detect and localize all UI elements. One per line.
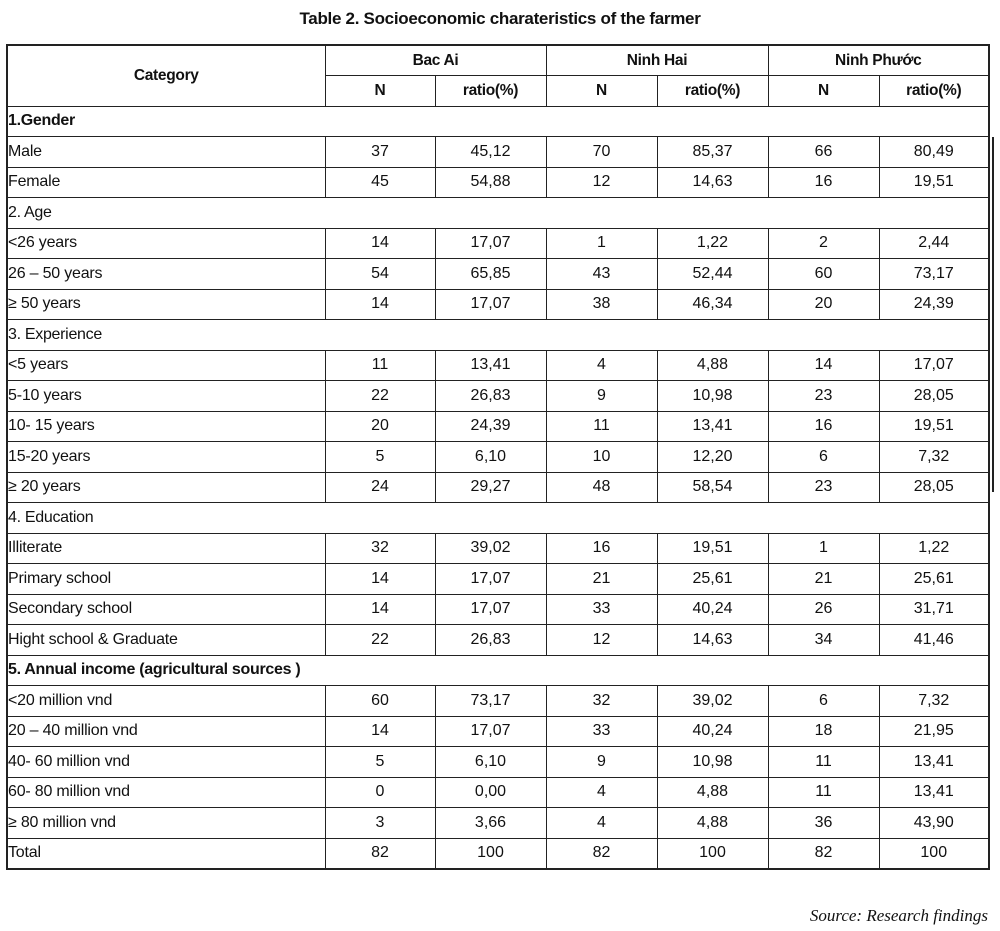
ratio-cell: 13,41	[657, 411, 768, 442]
ratio-cell: 19,51	[879, 167, 989, 198]
section-title: 5. Annual income (agricultural sources )	[7, 655, 989, 686]
table-row	[7, 472, 989, 503]
count-cell: 32	[546, 686, 657, 717]
table-row	[7, 167, 989, 198]
section-row	[7, 106, 989, 137]
count-cell: 12	[546, 625, 657, 656]
table-row	[7, 259, 989, 290]
count-cell: 23	[768, 472, 879, 503]
count-cell: 14	[768, 350, 879, 381]
ratio-cell: 17,07	[435, 716, 546, 747]
count-cell: 11	[768, 747, 879, 778]
table-row	[7, 289, 989, 320]
count-cell: 14	[325, 716, 435, 747]
count-cell: 11	[325, 350, 435, 381]
count-cell: 23	[768, 381, 879, 412]
ratio-cell: 45,12	[435, 137, 546, 168]
count-cell: 66	[768, 137, 879, 168]
ratio-header: ratio(%)	[657, 76, 768, 107]
ratio-cell: 2,44	[879, 228, 989, 259]
row-label: <20 million vnd	[7, 686, 325, 717]
row-label: Primary school	[7, 564, 325, 595]
ratio-cell: 28,05	[879, 472, 989, 503]
table-row	[7, 808, 989, 839]
ratio-header: ratio(%)	[879, 76, 989, 107]
row-label: Hight school & Graduate	[7, 625, 325, 656]
source-note: Source: Research findings	[809, 906, 988, 925]
ratio-cell: 4,88	[657, 350, 768, 381]
ratio-cell: 25,61	[879, 564, 989, 595]
row-label: <5 years	[7, 350, 325, 381]
ratio-cell: 1,22	[879, 533, 989, 564]
table-row	[7, 564, 989, 595]
count-cell: 1	[546, 228, 657, 259]
count-cell: 36	[768, 808, 879, 839]
count-cell: 0	[325, 777, 435, 808]
count-cell: 18	[768, 716, 879, 747]
category-header: Category	[7, 45, 325, 106]
count-cell: 60	[325, 686, 435, 717]
n-header: N	[546, 76, 657, 107]
count-cell: 6	[768, 442, 879, 473]
ratio-cell: 41,46	[879, 625, 989, 656]
count-cell: 1	[768, 533, 879, 564]
ratio-cell: 52,44	[657, 259, 768, 290]
count-cell: 10	[546, 442, 657, 473]
ratio-cell: 0,00	[435, 777, 546, 808]
row-label: Secondary school	[7, 594, 325, 625]
scan-edge-line	[992, 137, 994, 492]
count-cell: 14	[325, 289, 435, 320]
count-cell: 48	[546, 472, 657, 503]
ratio-header: ratio(%)	[435, 76, 546, 107]
row-label: Female	[7, 167, 325, 198]
count-cell: 14	[325, 594, 435, 625]
total-count-cell: 82	[768, 838, 879, 869]
region-header-ninh-phuoc: Ninh Phước	[768, 45, 989, 76]
count-cell: 14	[325, 564, 435, 595]
ratio-cell: 85,37	[657, 137, 768, 168]
section-row	[7, 503, 989, 534]
ratio-cell: 17,07	[879, 350, 989, 381]
ratio-cell: 43,90	[879, 808, 989, 839]
row-label: ≥ 20 years	[7, 472, 325, 503]
count-cell: 5	[325, 442, 435, 473]
ratio-cell: 17,07	[435, 594, 546, 625]
table-header	[7, 45, 989, 106]
section-title: 4. Education	[7, 503, 989, 534]
ratio-cell: 7,32	[879, 442, 989, 473]
ratio-cell: 24,39	[435, 411, 546, 442]
row-label: 15-20 years	[7, 442, 325, 473]
table-row	[7, 625, 989, 656]
table-row	[7, 594, 989, 625]
ratio-cell: 1,22	[657, 228, 768, 259]
count-cell: 3	[325, 808, 435, 839]
count-cell: 37	[325, 137, 435, 168]
ratio-cell: 19,51	[657, 533, 768, 564]
count-cell: 11	[768, 777, 879, 808]
ratio-cell: 14,63	[657, 625, 768, 656]
ratio-cell: 39,02	[657, 686, 768, 717]
ratio-cell: 7,32	[879, 686, 989, 717]
count-cell: 20	[768, 289, 879, 320]
ratio-cell: 46,34	[657, 289, 768, 320]
ratio-cell: 58,54	[657, 472, 768, 503]
count-cell: 20	[325, 411, 435, 442]
ratio-cell: 6,10	[435, 747, 546, 778]
table-row	[7, 533, 989, 564]
count-cell: 2	[768, 228, 879, 259]
count-cell: 16	[546, 533, 657, 564]
section-title: 3. Experience	[7, 320, 989, 351]
table-row	[7, 381, 989, 412]
socioeconomic-table	[6, 44, 990, 870]
count-cell: 43	[546, 259, 657, 290]
table-row	[7, 350, 989, 381]
region-header-ninh-hai: Ninh Hai	[546, 45, 768, 76]
ratio-cell: 39,02	[435, 533, 546, 564]
count-cell: 34	[768, 625, 879, 656]
ratio-cell: 29,27	[435, 472, 546, 503]
count-cell: 33	[546, 716, 657, 747]
ratio-cell: 80,49	[879, 137, 989, 168]
row-label: <26 years	[7, 228, 325, 259]
ratio-cell: 28,05	[879, 381, 989, 412]
ratio-cell: 13,41	[879, 747, 989, 778]
total-row	[7, 838, 989, 869]
count-cell: 22	[325, 625, 435, 656]
count-cell: 4	[546, 808, 657, 839]
ratio-cell: 17,07	[435, 289, 546, 320]
table-row	[7, 747, 989, 778]
count-cell: 54	[325, 259, 435, 290]
n-header: N	[325, 76, 435, 107]
ratio-cell: 6,10	[435, 442, 546, 473]
n-header: N	[768, 76, 879, 107]
ratio-cell: 10,98	[657, 381, 768, 412]
count-cell: 16	[768, 411, 879, 442]
ratio-cell: 40,24	[657, 594, 768, 625]
ratio-cell: 21,95	[879, 716, 989, 747]
count-cell: 12	[546, 167, 657, 198]
ratio-cell: 26,83	[435, 381, 546, 412]
ratio-cell: 73,17	[435, 686, 546, 717]
row-label: 40- 60 million vnd	[7, 747, 325, 778]
table-body	[7, 106, 989, 869]
count-cell: 21	[768, 564, 879, 595]
ratio-cell: 12,20	[657, 442, 768, 473]
count-cell: 16	[768, 167, 879, 198]
row-label: 10- 15 years	[7, 411, 325, 442]
count-cell: 14	[325, 228, 435, 259]
row-label: 5-10 years	[7, 381, 325, 412]
table-row	[7, 228, 989, 259]
total-label: Total	[7, 838, 325, 869]
row-label: Male	[7, 137, 325, 168]
row-label: 60- 80 million vnd	[7, 777, 325, 808]
count-cell: 24	[325, 472, 435, 503]
ratio-cell: 10,98	[657, 747, 768, 778]
count-cell: 4	[546, 777, 657, 808]
total-ratio-cell: 100	[879, 838, 989, 869]
table-row	[7, 137, 989, 168]
count-cell: 70	[546, 137, 657, 168]
ratio-cell: 54,88	[435, 167, 546, 198]
table-row	[7, 716, 989, 747]
table-row	[7, 686, 989, 717]
ratio-cell: 25,61	[657, 564, 768, 595]
total-ratio-cell: 100	[657, 838, 768, 869]
table-row	[7, 777, 989, 808]
ratio-cell: 17,07	[435, 564, 546, 595]
ratio-cell: 65,85	[435, 259, 546, 290]
count-cell: 21	[546, 564, 657, 595]
table-row	[7, 442, 989, 473]
count-cell: 45	[325, 167, 435, 198]
row-label: ≥ 50 years	[7, 289, 325, 320]
ratio-cell: 73,17	[879, 259, 989, 290]
ratio-cell: 13,41	[435, 350, 546, 381]
ratio-cell: 19,51	[879, 411, 989, 442]
row-label: ≥ 80 million vnd	[7, 808, 325, 839]
row-label: 26 – 50 years	[7, 259, 325, 290]
ratio-cell: 26,83	[435, 625, 546, 656]
total-ratio-cell: 100	[435, 838, 546, 869]
ratio-cell: 17,07	[435, 228, 546, 259]
table-caption: Table 2. Socioeconomic charateristics of the farmer	[299, 9, 701, 28]
count-cell: 38	[546, 289, 657, 320]
count-cell: 9	[546, 747, 657, 778]
total-count-cell: 82	[546, 838, 657, 869]
count-cell: 11	[546, 411, 657, 442]
ratio-cell: 40,24	[657, 716, 768, 747]
count-cell: 6	[768, 686, 879, 717]
total-count-cell: 82	[325, 838, 435, 869]
count-cell: 9	[546, 381, 657, 412]
row-label: 20 – 40 million vnd	[7, 716, 325, 747]
ratio-cell: 14,63	[657, 167, 768, 198]
table-row	[7, 411, 989, 442]
section-row	[7, 320, 989, 351]
count-cell: 26	[768, 594, 879, 625]
section-title: 2. Age	[7, 198, 989, 229]
ratio-cell: 3,66	[435, 808, 546, 839]
region-header-bac-ai: Bac Ai	[325, 45, 546, 76]
ratio-cell: 4,88	[657, 808, 768, 839]
count-cell: 60	[768, 259, 879, 290]
ratio-cell: 4,88	[657, 777, 768, 808]
ratio-cell: 24,39	[879, 289, 989, 320]
count-cell: 33	[546, 594, 657, 625]
row-label: Illiterate	[7, 533, 325, 564]
count-cell: 32	[325, 533, 435, 564]
section-title: 1.Gender	[7, 106, 989, 137]
count-cell: 4	[546, 350, 657, 381]
count-cell: 22	[325, 381, 435, 412]
section-row	[7, 655, 989, 686]
section-row	[7, 198, 989, 229]
ratio-cell: 13,41	[879, 777, 989, 808]
count-cell: 5	[325, 747, 435, 778]
ratio-cell: 31,71	[879, 594, 989, 625]
